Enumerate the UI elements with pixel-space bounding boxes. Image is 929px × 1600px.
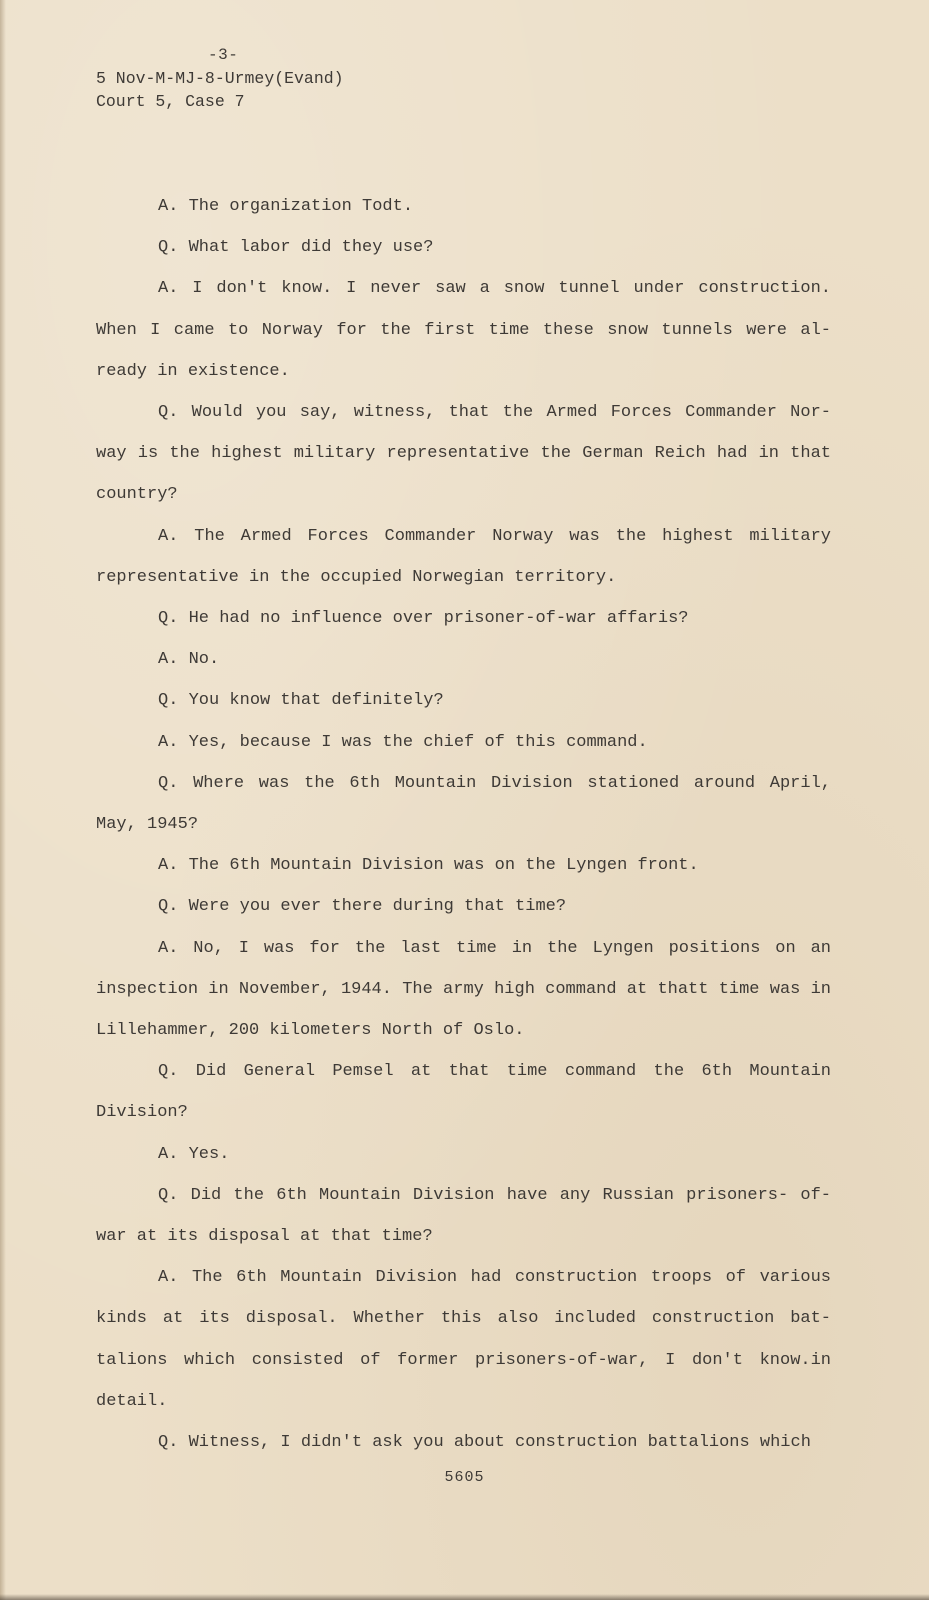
transcript-paragraph: A. No. [158,650,220,670]
transcript-paragraph: Q. You know that definitely? [158,691,444,711]
transcript-paragraph: Q. What labor did they use? [158,238,434,258]
transcript-paragraph: Q. He had no influence over prisoner-of-war affaris? [158,609,689,629]
transcript-paragraph: A. The 6th Mountain Division was on the Lyngen front. [158,856,699,876]
page-left-edge-shadow [0,0,6,1600]
transcript-paragraph: A. The Armed Forces Commander Norway was the highest military representative in the occupied Norwegian territory. [96,526,831,587]
header-session-line: 5 Nov-M-MJ-8-Urmey(Evand) [96,69,344,88]
transcript-paragraph: Q. Would you say, witness, that the Armed Forces Commander Nor- way is the highest military representative the German Reich had in that country? [96,403,831,505]
transcript-paragraph: A. The 6th Mountain Division had construction troops of various kinds at its disposal. Whether this also included construction bat- talions which consisted of former prisoners-of-war, I don't know.in detail. [96,1268,831,1411]
transcript-paragraph: A. The organization Todt. [158,197,414,216]
transcript-paragraph: Q. Were you ever there during that time? [158,897,567,917]
page-number: 5605 [444,1469,485,1486]
transcript-paragraph: Q. Did General Pemsel at that time command the 6th Mountain Division? [96,1062,831,1123]
transcript-paragraph: Q. Did the 6th Mountain Division have any Russian prisoners- of-war at its disposal at that time? [96,1185,831,1247]
page-bottom-edge-shadow [0,1594,929,1600]
transcript-body [96,186,831,1463]
header-court-line: Court 5, Case 7 [96,92,245,111]
transcript-paragraph: Q. Where was the 6th Mountain Division stationed around April, May, 1945? [96,773,831,835]
transcript-paragraph: Q. Witness, I didn't ask you about construction battalions which [158,1433,811,1453]
transcript-paragraph: A. Yes, because I was the chief of this command. [158,732,648,752]
transcript-paragraph: A. I don't know. I never saw a snow tunnel under construction. When I came to Norway for the first time these snow tunnels were al- ready in existence. [96,279,831,381]
page-marker: -3- [208,46,239,64]
transcript-paragraph: A. No, I was for the last time in the Lyngen positions on an inspection in November, 1944. The army high command at thatt time was in Lillehammer, 200 kilometers North of Oslo. [96,938,831,1041]
transcript-paragraph: A. Yes. [158,1144,230,1164]
